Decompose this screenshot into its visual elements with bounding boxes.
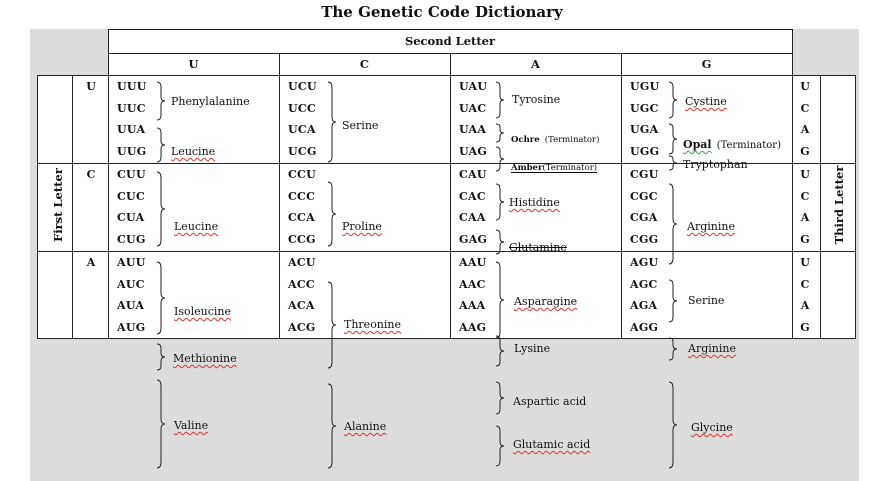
codon: AGU xyxy=(630,256,659,269)
codon: AGC xyxy=(630,278,658,291)
codon: AUC xyxy=(117,278,145,291)
third-letter: A xyxy=(800,299,810,312)
amino-acid-label: Isoleucine xyxy=(174,305,231,318)
codon: ACU xyxy=(288,256,316,269)
body-top-line xyxy=(37,75,856,76)
amino-acid-label: Tyrosine xyxy=(512,93,561,106)
codon: UAC xyxy=(459,102,487,115)
codon: CCC xyxy=(288,190,316,203)
codon: CCA xyxy=(288,211,315,224)
codon: AAU xyxy=(459,256,487,269)
ochre-terminator-label xyxy=(511,127,599,146)
amino-acid-label: Threonine xyxy=(344,318,402,331)
amino-acid-label: Phenylalanine xyxy=(171,95,250,108)
row-line-2 xyxy=(37,251,856,252)
third-letter: U xyxy=(800,80,810,93)
codon: UGG xyxy=(630,145,660,158)
brace xyxy=(495,382,505,414)
codon: UUU xyxy=(117,80,147,93)
opal-name: Opal xyxy=(683,138,712,151)
codon: CUU xyxy=(117,168,146,181)
codon: CCU xyxy=(288,168,317,181)
brace xyxy=(156,344,166,370)
codon: AGA xyxy=(630,299,658,312)
codon: CAA xyxy=(459,211,486,224)
brace xyxy=(668,382,678,468)
third-letter: C xyxy=(800,278,810,291)
amino-acid-label: Tryptophan xyxy=(683,158,748,171)
amino-acid-label: Methionine xyxy=(173,352,237,365)
brace xyxy=(495,336,505,366)
third-letter: A xyxy=(800,211,810,224)
brace xyxy=(668,338,678,360)
ochre-terminator: (Terminator) xyxy=(544,135,600,145)
codon: CGA xyxy=(630,211,658,224)
codon: CUC xyxy=(117,190,146,203)
third-letter: U xyxy=(800,256,810,269)
amino-acid-label: Serine xyxy=(342,119,379,132)
opal-terminator: (Terminator) xyxy=(716,140,781,151)
brace xyxy=(327,182,337,246)
codon: UCG xyxy=(288,145,317,158)
vline-col-c xyxy=(279,53,280,339)
amino-acid-label: Arginine xyxy=(687,220,735,233)
vline-first-letter xyxy=(72,75,73,339)
codon: UAU xyxy=(459,80,488,93)
brace xyxy=(156,380,166,468)
codon: UUC xyxy=(117,102,146,115)
brace xyxy=(495,426,505,466)
brace xyxy=(156,82,166,120)
codon: ACC xyxy=(288,278,315,291)
header-top-line xyxy=(108,29,792,30)
codon: ACG xyxy=(288,321,316,334)
codon: CGG xyxy=(630,233,659,246)
codon: AAG xyxy=(459,321,487,334)
brace xyxy=(156,128,166,162)
codon: UCU xyxy=(288,80,317,93)
page-title: The Genetic Code Dictionary xyxy=(321,3,563,21)
brace xyxy=(495,184,505,220)
codon: CUA xyxy=(117,211,145,224)
codon: CGU xyxy=(630,168,659,181)
third-letter: G xyxy=(800,233,810,246)
amino-acid-label: Glycine xyxy=(691,421,733,434)
amino-acid-label: Proline xyxy=(342,220,382,233)
ochre-name: Ochre xyxy=(511,135,540,145)
codon: AUG xyxy=(117,321,146,334)
codon: AUA xyxy=(117,299,145,312)
vline-right-outer xyxy=(855,75,856,339)
codon: UCA xyxy=(288,123,316,136)
brace xyxy=(495,230,505,254)
first-letter-a: A xyxy=(86,256,96,269)
codon: GAG xyxy=(459,233,488,246)
brace xyxy=(327,384,337,468)
vline-third-left xyxy=(792,29,793,339)
amino-acid-label: Cystine xyxy=(685,95,727,108)
third-letter-label: Third Letter xyxy=(832,165,846,245)
brace xyxy=(668,156,678,170)
vline-col-g xyxy=(621,53,622,339)
amino-acid-label: Arginine xyxy=(688,342,736,355)
vline-col-a xyxy=(450,53,451,339)
third-letter: C xyxy=(800,190,810,203)
brace xyxy=(327,82,337,162)
brace xyxy=(668,124,678,154)
amino-acid-label: Lysine xyxy=(514,342,551,355)
amber-name: Amber xyxy=(511,163,543,173)
first-letter-u: U xyxy=(86,80,96,93)
body-bottom-line xyxy=(37,338,856,339)
amino-acid-label: Serine xyxy=(688,294,725,307)
first-letter-c: C xyxy=(86,168,96,181)
codon: CUG xyxy=(117,233,146,246)
codon: UGC xyxy=(630,102,659,115)
brace xyxy=(495,262,505,338)
brace xyxy=(668,184,678,264)
vline-third-right xyxy=(820,75,821,339)
column-header-u: U xyxy=(188,57,199,71)
codon: AAC xyxy=(459,278,486,291)
codon: UUA xyxy=(117,123,146,136)
brace xyxy=(668,280,678,322)
brace xyxy=(495,147,505,171)
brace xyxy=(327,282,337,368)
brace xyxy=(668,82,678,118)
amino-acid-label: Valine xyxy=(174,419,209,432)
codon: CGC xyxy=(630,190,658,203)
amber-terminator-label xyxy=(511,155,597,174)
opal-terminator-label xyxy=(683,133,781,152)
column-header-g: G xyxy=(701,57,712,71)
third-letter: A xyxy=(800,123,810,136)
codon: ACA xyxy=(288,299,315,312)
column-header-c: C xyxy=(359,57,370,71)
first-letter-label: First Letter xyxy=(51,168,65,242)
amino-acid-label: Leucine xyxy=(174,220,219,233)
amino-acid-label: Aspartic acid xyxy=(513,395,587,408)
brace xyxy=(495,124,505,142)
brace xyxy=(156,172,166,246)
third-letter: G xyxy=(800,321,810,334)
codon: UAA xyxy=(459,123,487,136)
codon: CCG xyxy=(288,233,316,246)
codon: UAG xyxy=(459,145,488,158)
amber-terminator: (Terminator) xyxy=(542,163,598,173)
codon: AAA xyxy=(459,299,486,312)
vline-col-u xyxy=(108,29,109,339)
codon: AGG xyxy=(630,321,659,334)
amino-acid-label: Asparagine xyxy=(514,295,578,308)
second-letter-label: Second Letter xyxy=(404,34,496,48)
brace xyxy=(156,262,166,334)
amino-acid-label: Leucine xyxy=(171,145,216,158)
third-letter: G xyxy=(800,145,810,158)
third-letter: C xyxy=(800,102,810,115)
codon: UGU xyxy=(630,80,660,93)
vline-left-outer xyxy=(37,75,38,339)
amino-acid-label: Glutamine xyxy=(509,241,567,251)
codon: AUU xyxy=(117,256,146,269)
codon: UGA xyxy=(630,123,659,136)
codon: UUG xyxy=(117,145,147,158)
third-letter: U xyxy=(800,168,810,181)
amino-acid-label: Histidine xyxy=(509,196,560,209)
brace xyxy=(495,82,505,118)
codon: UCC xyxy=(288,102,317,115)
column-header-a: A xyxy=(531,57,540,71)
amino-acid-label: Glutamic acid xyxy=(513,438,591,451)
codon: CAC xyxy=(459,190,486,203)
codon: CAU xyxy=(459,168,487,181)
amino-acid-label: Alanine xyxy=(344,420,387,433)
